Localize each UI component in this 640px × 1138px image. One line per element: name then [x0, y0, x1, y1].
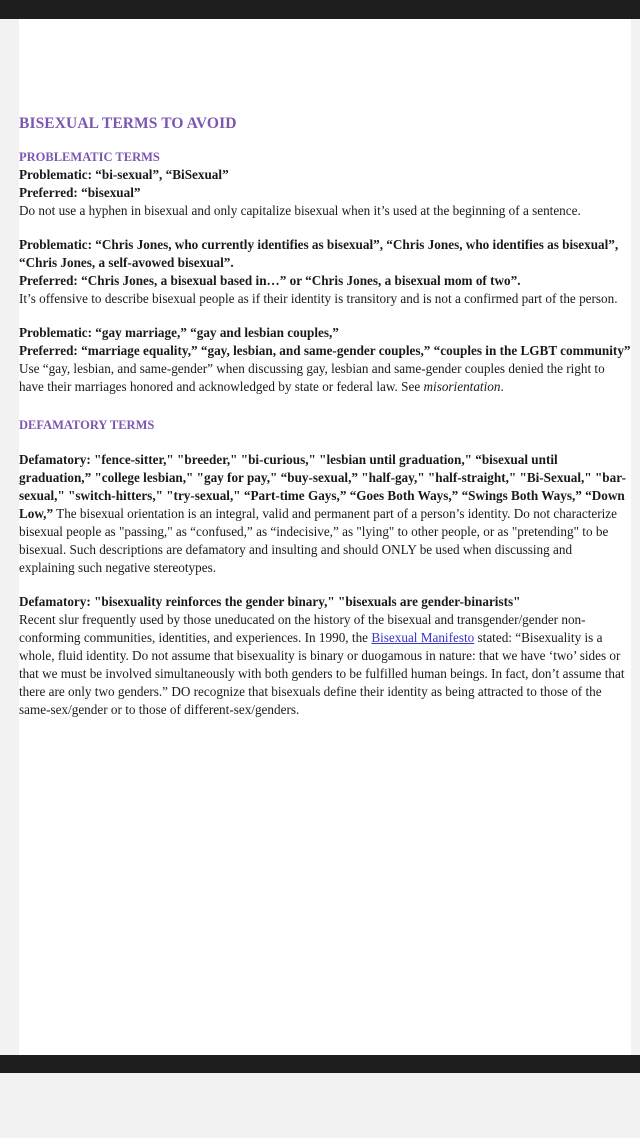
- defamatory-explanation: The bisexual orientation is an integral, valid and permanent part of a person’s identity. Do not characterize bisexual people as "passing," as “confused,” as “indecisive,” as "lying" to other people, or as "pretending" to be bisexual. Such descriptions are defamatory and insulting and should ONLY be used when discussing and explaining such negative stereotypes.: [19, 506, 618, 575]
- defamatory-entry-stereotypes: [19, 451, 631, 577]
- defamatory-terms: "bisexuality reinforces the gender binary," "bisexuals are gender-binarists": [94, 594, 521, 609]
- defamatory-label: Defamatory:: [19, 594, 95, 609]
- problematic-label: Problematic:: [19, 325, 96, 340]
- document-page: [19, 19, 631, 1055]
- explanation-text: Do not use a hyphen in bisexual and only capitalize bisexual when it’s used at the beginning of a sentence.: [19, 203, 581, 218]
- bottom-black-bar: [0, 1055, 640, 1073]
- misorientation-term: misorientation: [423, 379, 501, 394]
- preferred-line: [19, 184, 631, 202]
- problematic-line: [19, 324, 631, 342]
- preferred-label: Preferred:: [19, 343, 82, 358]
- problematic-label: Problematic:: [19, 167, 96, 182]
- problematic-line: [19, 236, 631, 272]
- explanation-part-2: stated: “Bisexuality is a whole, fluid identity. Do not assume that bisexuality is binary or duogamous in nature: that we have ‘two’ sides or that we must be involved simultaneously with both genders to be fulfilled human beings. In fact, don’t assume that there are only two genders.” DO recognize that bisexuals define their identity as being attracted to those of the same-sex/gender or to those of different-sex/genders.: [19, 630, 625, 717]
- defamatory-terms-heading: DEFAMATORY TERMS: [19, 418, 155, 432]
- defamatory-terms: "fence-sitter," "breeder," "bi-curious," "lesbian until graduation," “bisexual until graduation,” "college lesbian," "gay for pay," “buy-sexual,” "half-gay," "half-straight," "Bi-Sexual," "bar-sexual," "switch-hitters," "try-sexual," “Part-time Gays,” “Goes Both Ways,” “Swings Both Ways,” “Down Low,”: [19, 452, 626, 521]
- entry-identifies-as: [19, 236, 631, 308]
- defamatory-entry-gender-binary: [19, 593, 631, 719]
- preferred-terms: “marriage equality,” “gay, lesbian, and same-gender couples,” “couples in the LGBT community”: [81, 343, 631, 358]
- preferred-terms: “bisexual”: [81, 185, 141, 200]
- preferred-label: Preferred:: [19, 273, 82, 288]
- document-content: [19, 115, 631, 735]
- explanation-main: Use “gay, lesbian, and same-gender” when discussing gay, lesbian and same-gender couples denied the right to have their marriages honored and acknowledged by state or federal law. See: [19, 361, 605, 394]
- problematic-terms: “bi-sexual”, “BiSexual”: [95, 167, 229, 182]
- defamatory-explanation: [19, 611, 631, 719]
- defamatory-label: Defamatory:: [19, 452, 95, 467]
- entry-hyphen: [19, 166, 631, 220]
- explanation-text: [19, 360, 631, 396]
- problematic-line: [19, 166, 631, 184]
- preferred-label: Preferred:: [19, 185, 82, 200]
- problematic-label: Problematic:: [19, 237, 96, 252]
- preferred-line: [19, 342, 631, 360]
- document-title: BISEXUAL TERMS TO AVOID: [19, 115, 237, 132]
- defamatory-paragraph: [19, 451, 631, 577]
- explanation-part-1: Recent slur frequently used by those uneducated on the history of the bisexual and transgender/gender non-conforming communities, identities, and experiences. In 1990, the: [19, 612, 586, 645]
- explanation-text: It’s offensive to describe bisexual people as if their identity is transitory and is not a confirmed part of the person.: [19, 291, 618, 306]
- defamatory-line: [19, 593, 631, 611]
- preferred-line: [19, 272, 631, 290]
- problematic-terms: “Chris Jones, who currently identifies as bisexual”, “Chris Jones, who identifies as bisexual”, “Chris Jones, a self-avowed bisexual”.: [19, 237, 619, 270]
- entry-gay-marriage: [19, 324, 631, 396]
- problematic-terms: “gay marriage,” “gay and lesbian couples,”: [95, 325, 339, 340]
- top-black-bar: [0, 0, 640, 19]
- problematic-terms-heading: PROBLEMATIC TERMS: [19, 150, 160, 164]
- explanation-end: .: [500, 379, 504, 394]
- preferred-terms: “Chris Jones, a bisexual based in…” or “Chris Jones, a bisexual mom of two”.: [81, 273, 521, 288]
- bisexual-manifesto-link[interactable]: Bisexual Manifesto: [371, 630, 475, 645]
